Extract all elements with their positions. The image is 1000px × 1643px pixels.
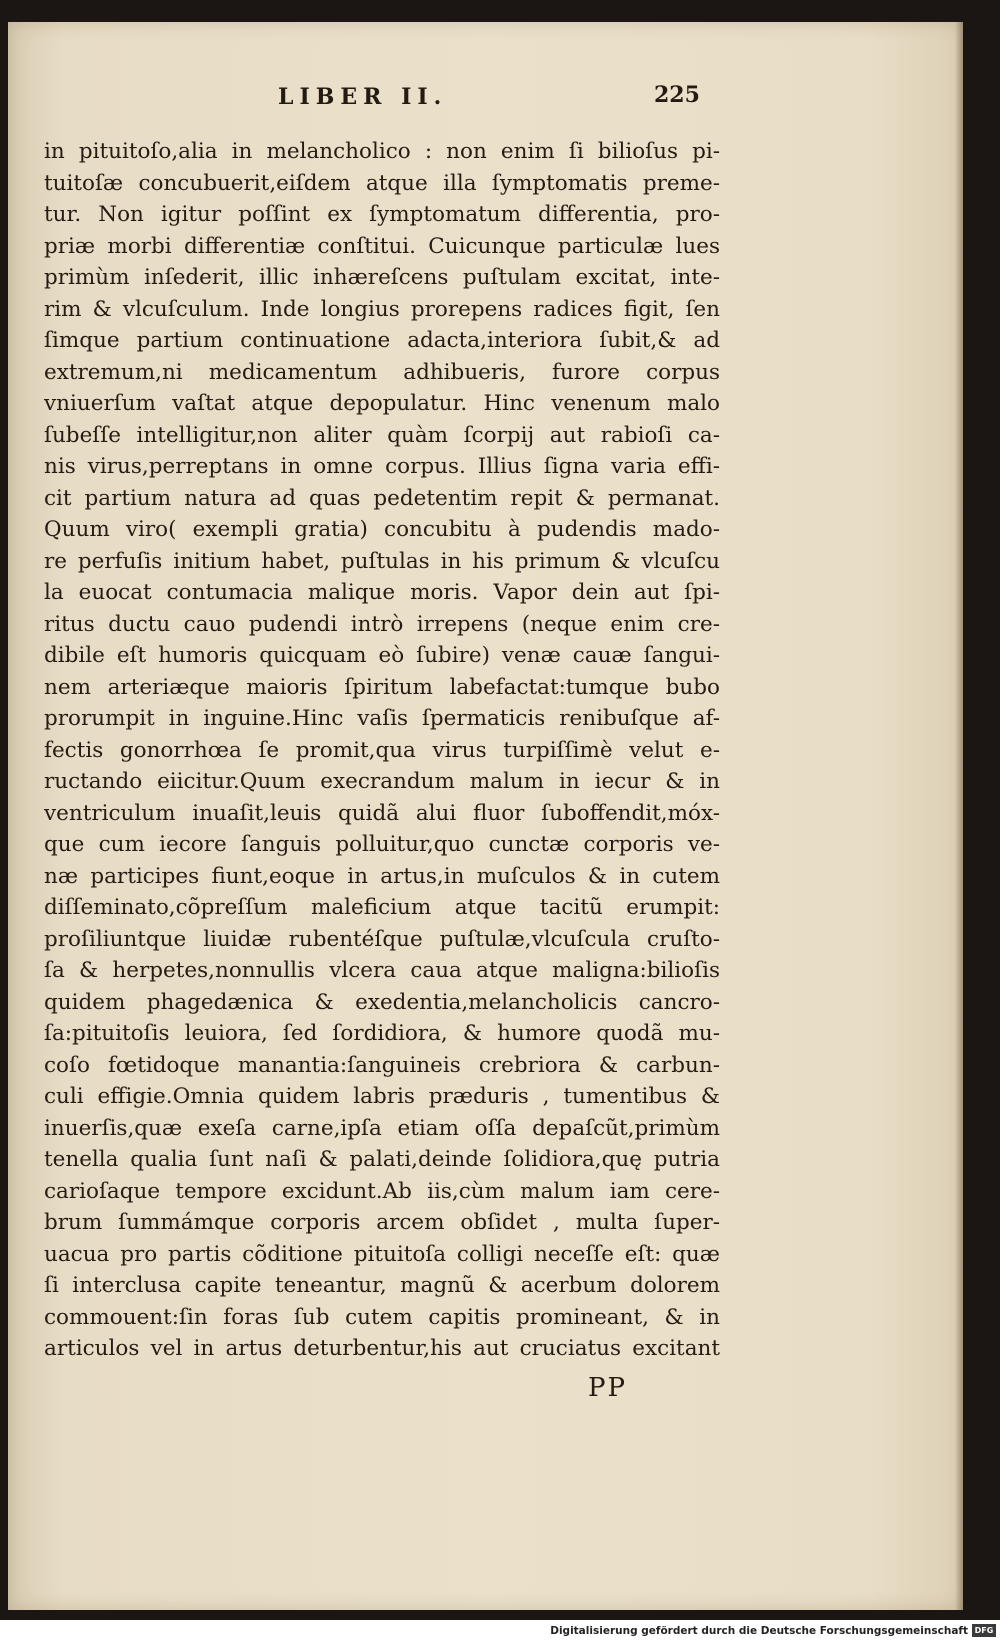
text-line: proſiliuntque liuidæ rubentéſque puſtulæ,vlcuſcula cruſto- xyxy=(44,926,720,952)
text-line: ſimque partium continuatione adacta,interiora ſubit,& ad xyxy=(44,328,720,353)
text-line: diſſeminato,cõpreſſum maleficium atque tacitũ erumpit: xyxy=(44,895,720,920)
text-line: næ participes fiunt,eoque in artus,in muſculos & in cutem xyxy=(44,863,720,889)
text-line: dibile eſt humoris quicquam eò ſubire) venæ cauæ ſangui- xyxy=(44,643,720,668)
text-line: coſo fœtidoque manantia:ſanguineis crebriora & carbun- xyxy=(44,1052,720,1078)
text-line: re perfuſis initium habet, puſtulas in his primum & vlcuſcu xyxy=(44,548,720,574)
text-line: rim & vlcuſculum. Inde longius prorepens radices figit, ſen xyxy=(44,296,720,322)
text-line: prorumpit in inguine.Hinc vaſis ſpermaticis renibuſque af- xyxy=(44,706,720,731)
text-line: articulos vel in artus deturbentur,his aut cruciatus excitant xyxy=(44,1336,720,1361)
text-line: tenella qualia ſunt naſi & palati,deinde ſolidiora,quę putria xyxy=(44,1147,720,1172)
text-line: culi effigie.Omnia quidem labris præduris , tumentibus & xyxy=(44,1084,720,1109)
text-line: ſi interclusa capite teneantur, magnũ & acerbum dolorem xyxy=(44,1273,720,1298)
text-line: tur. Non igitur poſſint ex ſymptomatum differentia, pro- xyxy=(44,202,720,227)
text-line: in pituitoſo,alia in melancholico : non enim ſi bilioſus pi- xyxy=(44,139,720,164)
text-line: fectis gonorrhœa ſe promit,qua virus turpiſſimè velut e- xyxy=(44,737,720,763)
text-line: commouent:ſin foras ſub cutem capitis promineant, & in xyxy=(44,1304,720,1330)
text-line: ritus ductu cauo pudendi intrò irrepens (neque enim cre- xyxy=(44,611,720,637)
text-line: ructando eiicitur.Quum execrandum malum in iecur & in xyxy=(44,769,720,794)
text-line: tuitoſæ concubuerit,eiſdem atque illa ſymptomatis preme- xyxy=(44,170,720,196)
text-line: ſubeſſe intelligitur,non aliter quàm ſcorpij aut rabioſi ca- xyxy=(44,422,720,448)
text-line: inuerſis,quæ exeſa carne,ipſa etiam oſſa depaſcũt,primùm xyxy=(44,1115,720,1141)
text-line: nem arteriæque maioris ſpiritum labefactat:tumque bubo xyxy=(44,674,720,700)
text-line: vniuerſum vaſtat atque depopulatur. Hinc venenum malo xyxy=(44,391,720,416)
text-line: la euocat contumacia malique moris. Vapor dein aut ſpi- xyxy=(44,580,720,605)
text-line: carioſaque tempore excidunt.Ab iis,cùm malum iam cere- xyxy=(44,1178,720,1204)
running-head: LIBER II. xyxy=(278,84,448,110)
text-line: brum ſummámque corporis arcem obſidet , multa ſuper- xyxy=(44,1210,720,1235)
text-line: extremum,ni medicamentum adhibueris, furore corpus xyxy=(44,359,720,385)
text-line: quidem phagedænica & exedentia,melancholicis cancro- xyxy=(44,989,720,1015)
dfg-logo-icon: DFG xyxy=(972,1624,996,1637)
text-line: ſa:pituitoſis leuiora, ſed ſordidiora, & humore quodã mu- xyxy=(44,1021,720,1046)
text-line: cit partium natura ad quas pedetentim repit & permanat. xyxy=(44,485,720,511)
text-line: ſa & herpetes,nonnullis vlcera caua atque maligna:bilioſis xyxy=(44,958,720,983)
text-line: nis virus,perreptans in omne corpus. Illius ſigna varia effi- xyxy=(44,454,720,479)
funding-credit: Digitalisierung gefördert durch die Deutsche Forschungsgemeinschaft xyxy=(550,1625,968,1637)
text-line: uacua pro partis cõditione pituitoſa colligi neceſſe eſt: quæ xyxy=(44,1241,720,1267)
text-line: que cum iecore ſanguis polluitur,quo cunctæ corporis ve- xyxy=(44,832,720,857)
signature-mark: PP xyxy=(588,1373,627,1403)
text-line: primùm inſederit, illic inhæreſcens puſtulam excitat, inte- xyxy=(44,265,720,290)
text-line: priæ morbi differentiæ conſtitui. Cuicunque particulæ lues xyxy=(44,233,720,259)
text-line: Quum viro( exempli gratia) concubitu à pudendis mado- xyxy=(44,517,720,542)
page-number: 225 xyxy=(654,82,700,108)
body-text xyxy=(44,136,720,1365)
text-line: ventriculum inuaſit,leuis quidã alui fluor ſuboffendit,móx- xyxy=(44,800,720,826)
